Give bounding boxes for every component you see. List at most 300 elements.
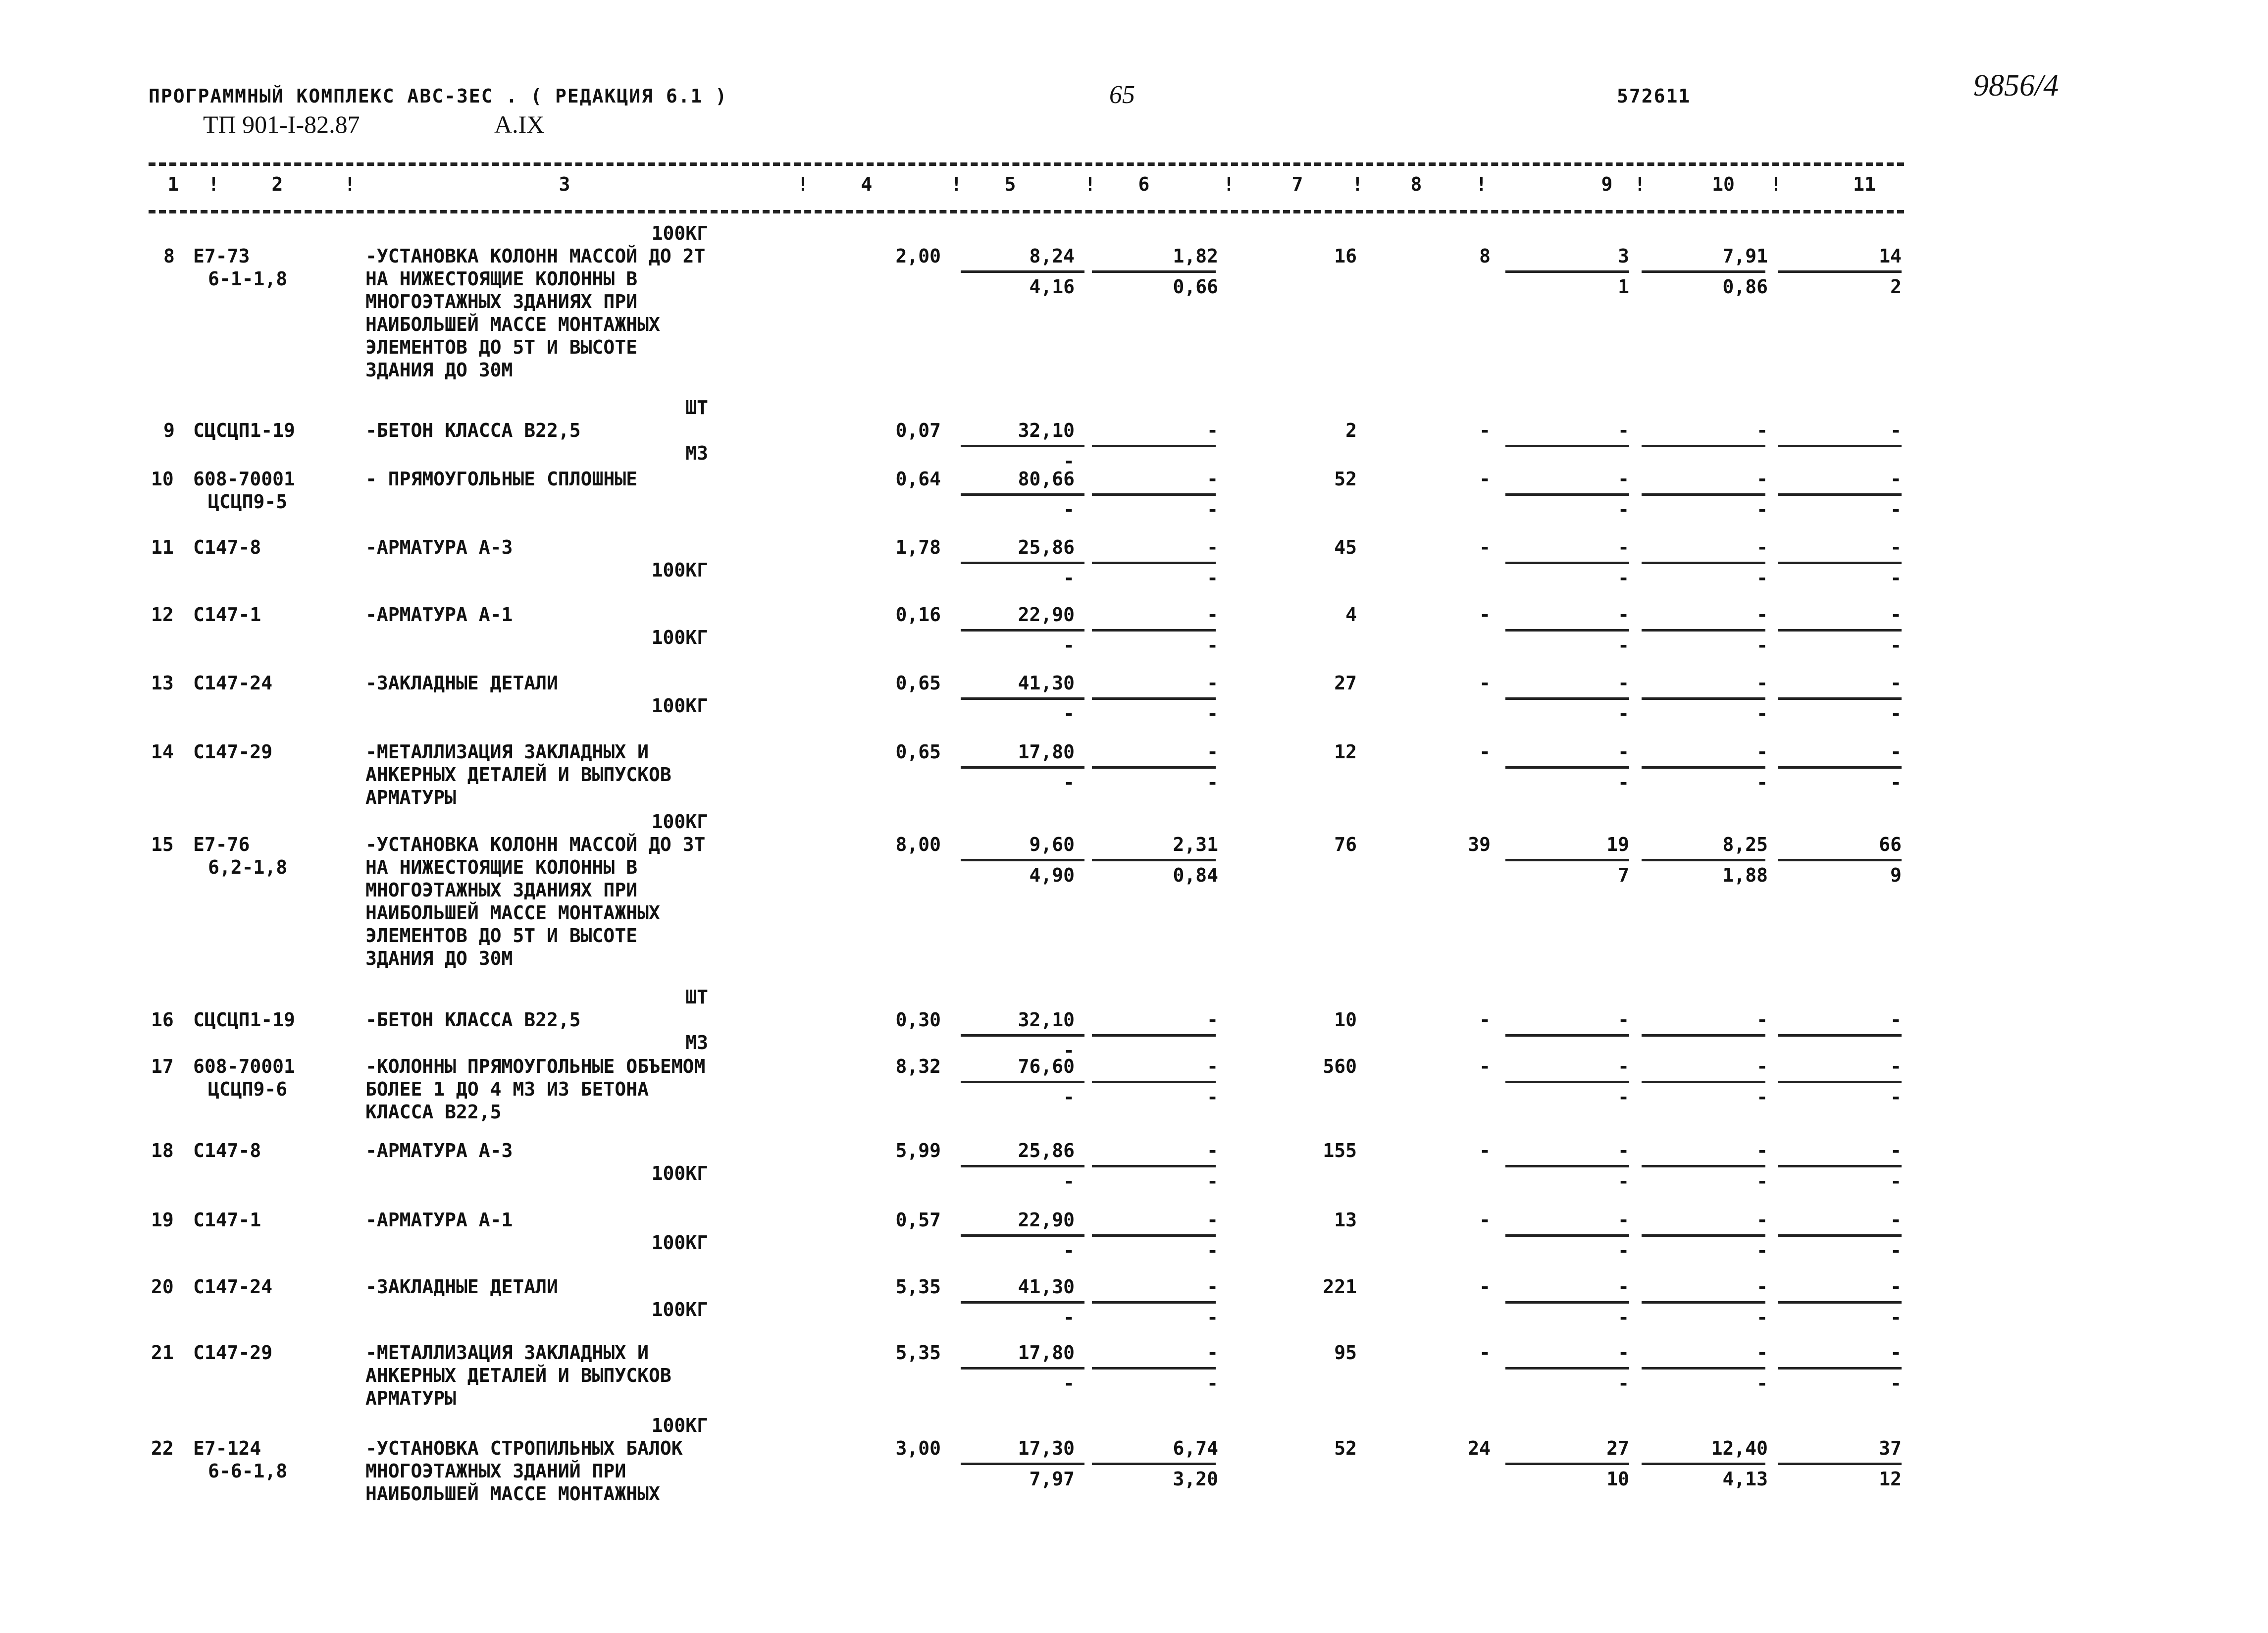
c9-value: - (1618, 468, 1629, 490)
c5-value-lower: - (1063, 1086, 1075, 1108)
fraction-line (1505, 445, 1629, 447)
project-code: ТП 901-I-82.87 (203, 110, 360, 138)
rate-code: СЦСЦП1-19 (193, 420, 295, 441)
work-description: -АРМАТУРА А-3 (365, 536, 513, 558)
c10-value: - (1756, 1140, 1768, 1161)
column-7-value: 52 (1334, 468, 1357, 490)
fraction-line (1505, 1165, 1629, 1167)
fraction-line (1092, 493, 1216, 496)
c6-value-lower: - (1207, 634, 1218, 656)
c11-value: 37 (1879, 1437, 1902, 1459)
c10-value: - (1756, 1009, 1768, 1031)
fraction-line (1092, 766, 1216, 769)
fraction-line (1092, 1165, 1216, 1167)
c9-value-lower: - (1618, 567, 1629, 589)
c6-value-lower: - (1207, 1170, 1218, 1192)
rate-code: Е7-124 (193, 1437, 261, 1459)
work-description: АНКЕРНЫХ ДЕТАЛЕЙ И ВЫПУСКОВ (365, 764, 671, 786)
rate-code: С147-29 (193, 1342, 273, 1364)
program-title: ПРОГРАММНЫЙ КОМПЛЕКС АВС-ЗЕС . ( РЕДАКЦИЯ 6.1 ) (149, 85, 728, 107)
c10-value-lower: - (1756, 1372, 1768, 1394)
unit-label: 100КГ (651, 222, 708, 244)
c9-value-lower: - (1618, 772, 1629, 793)
work-description: НАИБОЛЬШЕЙ МАССЕ МОНТАЖНЫХ (365, 902, 660, 924)
c10-value: 12,40 (1711, 1437, 1768, 1459)
column-8-value: - (1479, 420, 1491, 441)
c11-value: - (1890, 1140, 1902, 1161)
work-description: АРМАТУРЫ (365, 787, 457, 808)
fraction-line (1778, 1234, 1902, 1237)
column-7-value: 95 (1334, 1342, 1357, 1364)
c5-value: 25,86 (1018, 1140, 1075, 1161)
work-description: МНОГОЭТАЖНЫХ ЗДАНИЯХ ПРИ (365, 879, 638, 901)
fraction-line (1778, 1367, 1902, 1370)
fraction-line (961, 1301, 1084, 1304)
fraction-line (1505, 270, 1629, 273)
c11-value: - (1890, 1342, 1902, 1364)
fraction-line (1642, 1081, 1765, 1083)
rate-code: 608-70001 (193, 468, 295, 490)
c11-value: 14 (1879, 245, 1902, 267)
work-description: -УСТАНОВКА КОЛОНН МАССОЙ ДО 3Т (365, 834, 706, 855)
quantity-value: 0,65 (895, 672, 941, 694)
column-8-value: - (1479, 1009, 1491, 1031)
c10-value-lower: 1,88 (1722, 864, 1768, 886)
c5-value-lower: - (1063, 567, 1075, 589)
column-separator: ! (1770, 173, 1782, 195)
column-header: 3 (559, 173, 570, 195)
rate-code: 6-1-1,8 (208, 268, 288, 290)
fraction-line (1505, 1034, 1629, 1037)
fraction-line (1778, 270, 1902, 273)
column-header: 4 (861, 173, 873, 195)
rate-code: С147-1 (193, 604, 261, 626)
column-8-value: 8 (1479, 245, 1491, 267)
c10-value-lower: - (1756, 1170, 1768, 1192)
row-number: 8 (163, 245, 175, 267)
c6-value-lower: - (1207, 1086, 1218, 1108)
rate-code: С147-8 (193, 536, 261, 558)
c9-value-lower: 10 (1606, 1468, 1629, 1490)
c6-value: 2,31 (1173, 834, 1218, 855)
work-description: МНОГОЭТАЖНЫХ ЗДАНИЯХ ПРИ (365, 291, 638, 313)
rate-code: ЦСЦП9-6 (208, 1078, 288, 1100)
unit-label: 100КГ (651, 1299, 708, 1320)
fraction-line (1778, 1301, 1902, 1304)
row-number: 17 (151, 1055, 174, 1077)
rate-code: 6-6-1,8 (208, 1460, 288, 1482)
column-header: 10 (1712, 173, 1735, 195)
fraction-line (1092, 1367, 1216, 1370)
c6-value-lower: 0,66 (1173, 276, 1218, 298)
fraction-line (1092, 629, 1216, 632)
c10-value: 7,91 (1722, 245, 1768, 267)
c11-value-lower: 2 (1890, 276, 1902, 298)
work-description: ЗДАНИЯ ДО 30М (365, 359, 513, 381)
c6-value-lower: - (1207, 1240, 1218, 1262)
work-description: АРМАТУРЫ (365, 1387, 457, 1409)
work-description: -ЗАКЛАДНЫЕ ДЕТАЛИ (365, 672, 558, 694)
work-description: ЭЛЕМЕНТОВ ДО 5Т И ВЫСОТЕ (365, 925, 638, 947)
work-description: КЛАССА В22,5 (365, 1101, 502, 1123)
c9-value-lower: - (1618, 1307, 1629, 1328)
fraction-line (961, 270, 1084, 273)
c11-value-lower: - (1890, 772, 1902, 793)
column-header: 5 (1004, 173, 1016, 195)
c11-value-lower: - (1890, 567, 1902, 589)
work-description: НА НИЖЕСТОЯЩИЕ КОЛОННЫ В (365, 268, 638, 290)
fraction-line (961, 493, 1084, 496)
c5-value-lower: - (1063, 634, 1075, 656)
c5-value: 17,80 (1018, 1342, 1075, 1364)
work-description: ЭЛЕМЕНТОВ ДО 5Т И ВЫСОТЕ (365, 336, 638, 358)
c5-value: 41,30 (1018, 1276, 1075, 1298)
c10-value-lower: - (1756, 703, 1768, 725)
rate-code: С147-24 (193, 1276, 273, 1298)
fraction-line (961, 1165, 1084, 1167)
work-description: -АРМАТУРА А-3 (365, 1140, 513, 1161)
fraction-line (1505, 859, 1629, 861)
work-description: НАИБОЛЬШЕЙ МАССЕ МОНТАЖНЫХ (365, 314, 660, 335)
fraction-line (1092, 270, 1216, 273)
c10-value-lower: - (1756, 499, 1768, 521)
c5-value-lower: 4,90 (1029, 864, 1075, 886)
work-description: - ПРЯМОУГОЛЬНЫЕ СПЛОШНЫЕ (365, 468, 638, 490)
fraction-line (961, 445, 1084, 447)
fraction-line (1778, 1081, 1902, 1083)
column-separator: ! (208, 173, 219, 195)
c6-value-lower: - (1207, 1307, 1218, 1328)
row-number: 21 (151, 1342, 174, 1364)
work-description: МНОГОЭТАЖНЫХ ЗДАНИЙ ПРИ (365, 1460, 626, 1482)
work-description: -ЗАКЛАДНЫЕ ДЕТАЛИ (365, 1276, 558, 1298)
c11-value: - (1890, 1009, 1902, 1031)
row-number: 13 (151, 672, 174, 694)
column-separator: ! (951, 173, 962, 195)
fraction-line (1642, 629, 1765, 632)
row-number: 15 (151, 834, 174, 855)
c6-value-lower: - (1207, 1372, 1218, 1394)
quantity-value: 2,00 (895, 245, 941, 267)
c6-value-lower: - (1207, 499, 1218, 521)
work-description: БОЛЕЕ 1 ДО 4 М3 ИЗ БЕТОНА (365, 1078, 649, 1100)
column-header: 6 (1138, 173, 1150, 195)
fraction-line (961, 562, 1084, 564)
column-header: 2 (271, 173, 283, 195)
work-description: -АРМАТУРА А-1 (365, 1209, 513, 1231)
quantity-value: 8,32 (895, 1055, 941, 1077)
unit-label: 100КГ (651, 695, 708, 717)
c11-value-lower: - (1890, 1086, 1902, 1108)
row-number: 10 (151, 468, 174, 490)
work-description: -МЕТАЛЛИЗАЦИЯ ЗАКЛАДНЫХ И (365, 741, 649, 763)
c9-value-lower: - (1618, 634, 1629, 656)
fraction-line (1505, 1463, 1629, 1465)
fraction-line (961, 1081, 1084, 1083)
c10-value: - (1756, 1209, 1768, 1231)
page-number: 65 (1109, 81, 1135, 109)
row-number: 11 (151, 536, 174, 558)
column-header: 9 (1601, 173, 1613, 195)
c5-value: 22,90 (1018, 1209, 1075, 1231)
column-7-value: 12 (1334, 741, 1357, 763)
c5-value-lower: - (1063, 1372, 1075, 1394)
rate-code: 608-70001 (193, 1055, 295, 1077)
column-header: 11 (1853, 173, 1876, 195)
fraction-line (1778, 445, 1902, 447)
document-code: 572611 (1617, 85, 1691, 107)
c11-value-lower: - (1890, 634, 1902, 656)
c10-value-lower: 0,86 (1722, 276, 1768, 298)
fraction-line (1092, 1463, 1216, 1465)
c6-value: - (1207, 1140, 1218, 1161)
unit-label: 100КГ (651, 811, 708, 833)
c10-value: - (1756, 468, 1768, 490)
column-separator: ! (1084, 173, 1096, 195)
table-top-rule (149, 162, 1904, 166)
c11-value-lower: - (1890, 1307, 1902, 1328)
row-number: 12 (151, 604, 174, 626)
column-8-value: 39 (1468, 834, 1491, 855)
column-header: 7 (1291, 173, 1303, 195)
c5-value: 8,24 (1029, 245, 1075, 267)
column-8-value: - (1479, 1140, 1491, 1161)
c9-value-lower: - (1618, 1086, 1629, 1108)
c10-value-lower: - (1756, 567, 1768, 589)
c6-value: - (1207, 420, 1218, 441)
rate-code: 6,2-1,8 (208, 856, 288, 878)
c10-value-lower: - (1756, 1086, 1768, 1108)
fraction-line (961, 697, 1084, 700)
fraction-line (1642, 270, 1765, 273)
c11-value: - (1890, 468, 1902, 490)
c5-value: 32,10 (1018, 1009, 1075, 1031)
c6-value: - (1207, 741, 1218, 763)
row-number: 14 (151, 741, 174, 763)
c9-value: - (1618, 672, 1629, 694)
column-separator: ! (1352, 173, 1363, 195)
c5-value: 76,60 (1018, 1055, 1075, 1077)
column-8-value: - (1479, 1342, 1491, 1364)
fraction-line (1642, 493, 1765, 496)
fraction-line (1092, 1034, 1216, 1037)
c11-value-lower: - (1890, 499, 1902, 521)
fraction-line (1092, 1234, 1216, 1237)
column-7-value: 45 (1334, 536, 1357, 558)
c9-value: - (1618, 741, 1629, 763)
c6-value: - (1207, 1342, 1218, 1364)
column-8-value: - (1479, 672, 1491, 694)
row-number: 18 (151, 1140, 174, 1161)
quantity-value: 0,64 (895, 468, 941, 490)
fraction-line (1092, 1081, 1216, 1083)
c6-value: - (1207, 536, 1218, 558)
c5-value: 17,80 (1018, 741, 1075, 763)
column-7-value: 13 (1334, 1209, 1357, 1231)
column-7-value: 76 (1334, 834, 1357, 855)
column-separator: ! (1634, 173, 1646, 195)
rate-code: С147-24 (193, 672, 273, 694)
c9-value-lower: 1 (1618, 276, 1629, 298)
work-description: ЗДАНИЯ ДО 30М (365, 948, 513, 969)
fraction-line (1642, 766, 1765, 769)
rate-code: ЦСЦП9-5 (208, 491, 288, 513)
column-7-value: 16 (1334, 245, 1357, 267)
c10-value: - (1756, 672, 1768, 694)
rate-code: С147-29 (193, 741, 273, 763)
c10-value: - (1756, 741, 1768, 763)
column-8-value: - (1479, 1209, 1491, 1231)
fraction-line (1778, 1034, 1902, 1037)
column-8-value: - (1479, 1055, 1491, 1077)
fraction-line (1642, 1234, 1765, 1237)
column-separator: ! (1476, 173, 1487, 195)
quantity-value: 1,78 (895, 536, 941, 558)
fraction-line (1505, 493, 1629, 496)
fraction-line (1505, 1234, 1629, 1237)
c9-value: - (1618, 1140, 1629, 1161)
c9-value: - (1618, 536, 1629, 558)
c9-value: 3 (1618, 245, 1629, 267)
table-header-rule (149, 210, 1904, 213)
column-separator: ! (797, 173, 809, 195)
work-description: -БЕТОН КЛАССА В22,5 (365, 420, 581, 441)
fraction-line (1642, 1165, 1765, 1167)
c6-value-lower: - (1207, 567, 1218, 589)
c5-value: 22,90 (1018, 604, 1075, 626)
unit-label: 100КГ (651, 1415, 708, 1436)
fraction-line (1778, 1165, 1902, 1167)
c6-value-lower: 3,20 (1173, 1468, 1218, 1490)
c10-value: - (1756, 1055, 1768, 1077)
c10-value: - (1756, 604, 1768, 626)
c9-value-lower: - (1618, 499, 1629, 521)
c11-value: - (1890, 741, 1902, 763)
column-separator: ! (1223, 173, 1235, 195)
c6-value: - (1207, 1209, 1218, 1231)
fraction-line (1642, 1034, 1765, 1037)
unit-label: ШТ (685, 397, 708, 419)
c10-value: - (1756, 1276, 1768, 1298)
fraction-line (1092, 859, 1216, 861)
c6-value-lower: - (1207, 772, 1218, 793)
quantity-value: 0,65 (895, 741, 941, 763)
work-description: -КОЛОННЫ ПРЯМОУГОЛЬНЫЕ ОБЪЕМОМ (365, 1055, 706, 1077)
fraction-line (1505, 766, 1629, 769)
c11-value: - (1890, 420, 1902, 441)
column-separator: ! (344, 173, 356, 195)
work-description: -УСТАНОВКА КОЛОНН МАССОЙ ДО 2Т (365, 245, 706, 267)
work-description: -УСТАНОВКА СТРОПИЛЬНЫХ БАЛОК (365, 1437, 683, 1459)
fraction-line (1642, 445, 1765, 447)
c10-value-lower: - (1756, 1240, 1768, 1262)
fraction-line (1642, 859, 1765, 861)
c5-value-lower: - (1063, 1040, 1075, 1061)
c11-value: - (1890, 536, 1902, 558)
c9-value: - (1618, 604, 1629, 626)
c11-value: - (1890, 1055, 1902, 1077)
column-8-value: - (1479, 536, 1491, 558)
c10-value: - (1756, 536, 1768, 558)
c11-value-lower: - (1890, 1372, 1902, 1394)
quantity-value: 0,30 (895, 1009, 941, 1031)
work-description: АНКЕРНЫХ ДЕТАЛЕЙ И ВЫПУСКОВ (365, 1365, 671, 1386)
c6-value: 1,82 (1173, 245, 1218, 267)
album-code: А.IX (494, 110, 545, 138)
fraction-line (1505, 1367, 1629, 1370)
fraction-line (961, 859, 1084, 861)
unit-label: 100КГ (651, 1162, 708, 1184)
fraction-line (1778, 629, 1902, 632)
fraction-line (1778, 562, 1902, 564)
c10-value-lower: 4,13 (1722, 1468, 1768, 1490)
work-description: -БЕТОН КЛАССА В22,5 (365, 1009, 581, 1031)
work-description: -МЕТАЛЛИЗАЦИЯ ЗАКЛАДНЫХ И (365, 1342, 649, 1364)
fraction-line (961, 1367, 1084, 1370)
c6-value-lower: 0,84 (1173, 864, 1218, 886)
fraction-line (1778, 859, 1902, 861)
c9-value-lower: - (1618, 1372, 1629, 1394)
c6-value: - (1207, 1055, 1218, 1077)
c9-value: - (1618, 1276, 1629, 1298)
fraction-line (1092, 562, 1216, 564)
unit-label: М3 (685, 442, 708, 464)
fraction-line (1505, 1301, 1629, 1304)
c9-value: 27 (1606, 1437, 1629, 1459)
c5-value-lower: 7,97 (1029, 1468, 1075, 1490)
column-8-value: - (1479, 1276, 1491, 1298)
column-7-value: 10 (1334, 1009, 1357, 1031)
rate-code: СЦСЦП1-19 (193, 1009, 295, 1031)
c11-value: - (1890, 1209, 1902, 1231)
c9-value-lower: - (1618, 703, 1629, 725)
fraction-line (1505, 629, 1629, 632)
column-7-value: 155 (1323, 1140, 1357, 1161)
quantity-value: 3,00 (895, 1437, 941, 1459)
c5-value-lower: - (1063, 1240, 1075, 1262)
column-7-value: 27 (1334, 672, 1357, 694)
c5-value: 80,66 (1018, 468, 1075, 490)
c5-value-lower: - (1063, 499, 1075, 521)
fraction-line (961, 629, 1084, 632)
c6-value: 6,74 (1173, 1437, 1218, 1459)
c6-value: - (1207, 672, 1218, 694)
fraction-line (1642, 1367, 1765, 1370)
unit-label: 100КГ (651, 1232, 708, 1254)
quantity-value: 0,16 (895, 604, 941, 626)
fraction-line (1092, 1301, 1216, 1304)
c9-value: - (1618, 1209, 1629, 1231)
work-description: -АРМАТУРА А-1 (365, 604, 513, 626)
c9-value: - (1618, 1342, 1629, 1364)
c6-value: - (1207, 1276, 1218, 1298)
column-7-value: 221 (1323, 1276, 1357, 1298)
column-7-value: 4 (1345, 604, 1357, 626)
fraction-line (1642, 1301, 1765, 1304)
fraction-line (1505, 1081, 1629, 1083)
c11-value: - (1890, 1276, 1902, 1298)
c5-value-lower: - (1063, 703, 1075, 725)
work-description: НА НИЖЕСТОЯЩИЕ КОЛОННЫ В (365, 856, 638, 878)
c5-value: 32,10 (1018, 420, 1075, 441)
rate-code: С147-1 (193, 1209, 261, 1231)
c9-value-lower: - (1618, 1240, 1629, 1262)
c5-value: 41,30 (1018, 672, 1075, 694)
c11-value: - (1890, 672, 1902, 694)
c10-value-lower: - (1756, 634, 1768, 656)
c9-value: 19 (1606, 834, 1629, 855)
column-8-value: - (1479, 468, 1491, 490)
